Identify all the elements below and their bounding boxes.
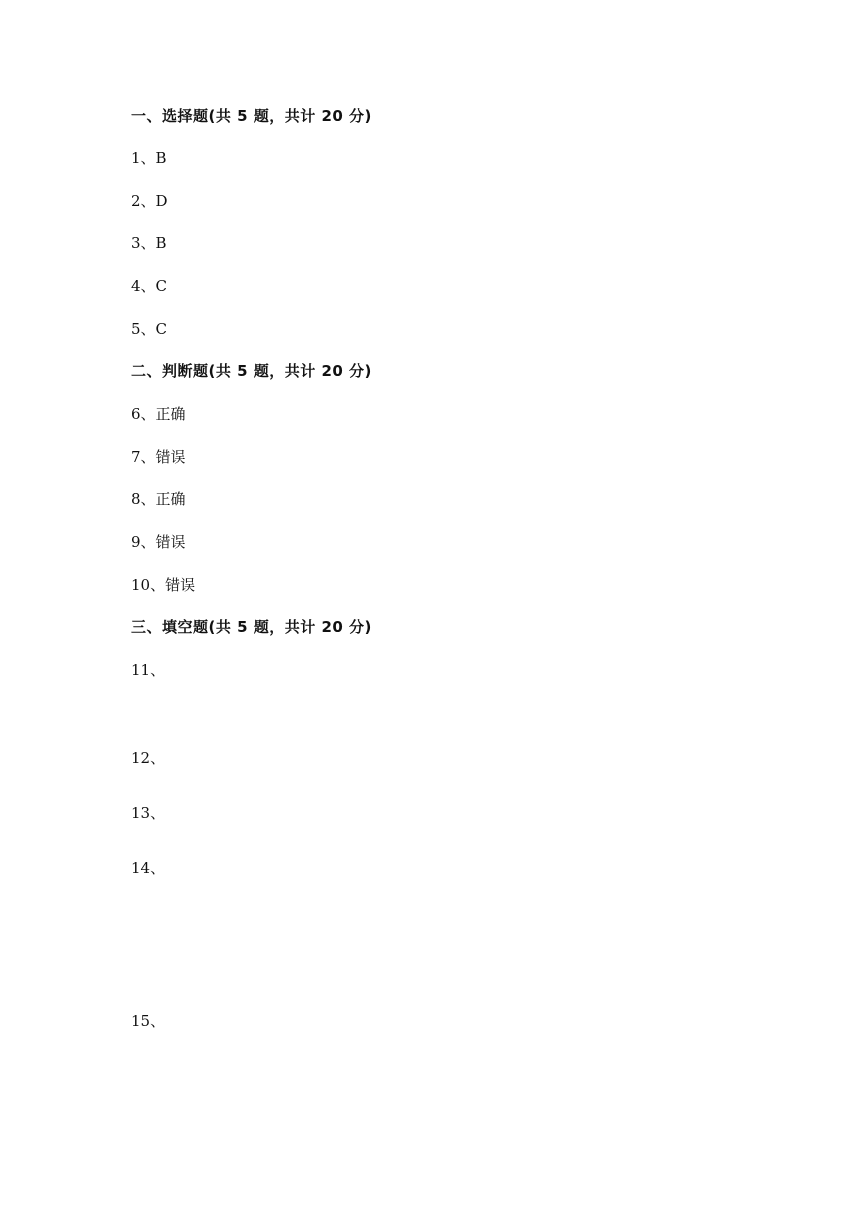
answer-item-11: 11、 bbox=[131, 661, 166, 679]
answer-item-5: 5、C bbox=[131, 320, 168, 338]
answer-item-3: 3、B bbox=[131, 234, 167, 252]
answer-item-10: 10、错误 bbox=[131, 576, 196, 594]
answer-item-12: 12、 bbox=[131, 749, 166, 767]
answer-item-14: 14、 bbox=[131, 859, 166, 877]
answer-item-1: 1、B bbox=[131, 149, 167, 167]
section-heading-multiple-choice: 一、选择题(共 5 题，共计 20 分) bbox=[131, 107, 372, 125]
section-heading-fill-in-blank: 三、填空题(共 5 题，共计 20 分) bbox=[131, 618, 372, 636]
answer-item-7: 7、错误 bbox=[131, 448, 186, 466]
answer-item-9: 9、错误 bbox=[131, 533, 186, 551]
answer-item-15: 15、 bbox=[131, 1012, 166, 1030]
section-heading-true-false: 二、判断题(共 5 题，共计 20 分) bbox=[131, 362, 372, 380]
answer-item-13: 13、 bbox=[131, 804, 166, 822]
answer-item-4: 4、C bbox=[131, 277, 168, 295]
answer-item-2: 2、D bbox=[131, 192, 168, 210]
answer-item-8: 8、正确 bbox=[131, 490, 186, 508]
answer-item-6: 6、正确 bbox=[131, 405, 186, 423]
